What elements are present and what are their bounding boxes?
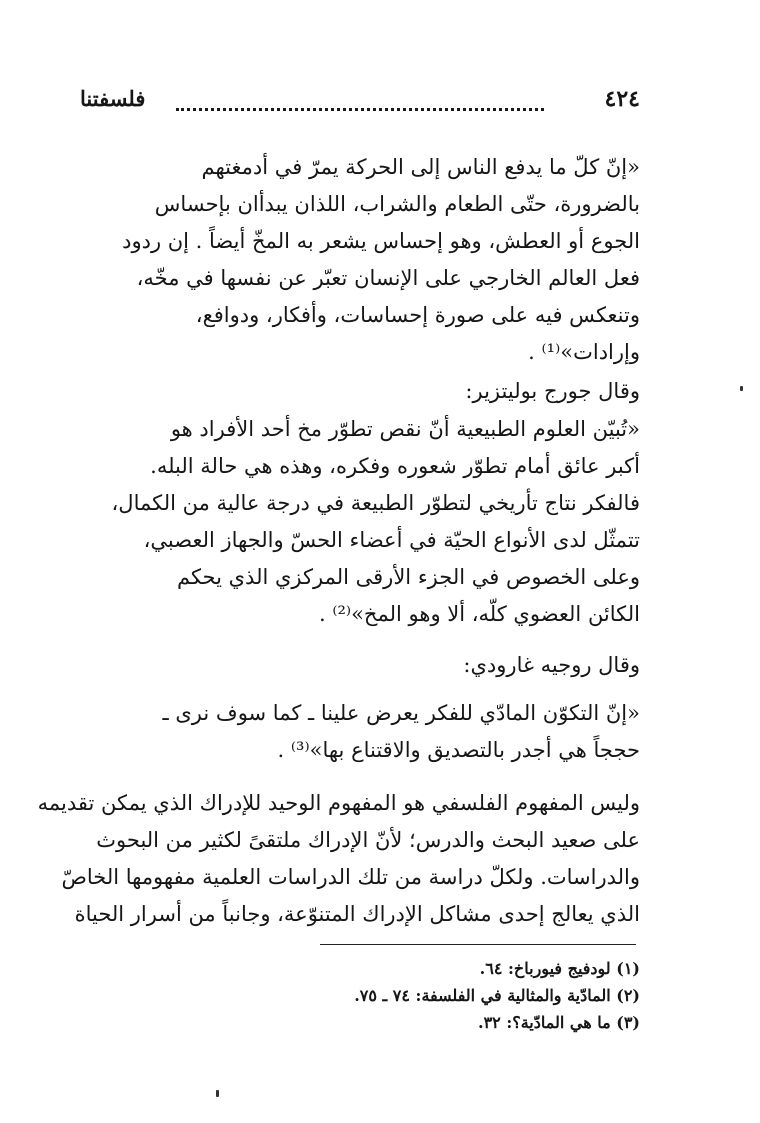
quote1-line-6: وإرادات»⁽¹⁾ . [528, 340, 640, 364]
body-line-1: وليس المفهوم الفلسفي هو المفهوم الوحيد للإدراك الذي يمكن تقديمه [37, 791, 640, 815]
intro-garaudy: وقال روجيه غارودي: [463, 653, 640, 677]
quote1-line-4: فعل العالم الخارجي على الإنسان تعبّر عن نفسها في مخّه، [136, 266, 640, 290]
quote2-line-1: «تُبيّن العلوم الطبيعية أنّ نقص تطوّر مخ أحد الأفراد هو [170, 417, 640, 441]
quote2-line-4: تتمثّل لدى الأنواع الحيّة في أعضاء الحسّ والجهاز العصبي، [143, 528, 640, 552]
quote3-line-1: «إنّ التكوّن المادّي للفكر يعرض علينا ـ كما سوف نرى ـ [162, 701, 640, 725]
quote1-line-2: بالضرورة، حتّى الطعام والشراب، اللذان يبدأان بإحساس [154, 192, 640, 216]
footnote-3: (٣) ما هي المادّية؟: ٣٢. [477, 1013, 640, 1032]
footnote-separator [320, 944, 636, 945]
quote3-line-2: حججاً هي أجدر بالتصديق والاقتناع بها»⁽³⁾ . [277, 738, 640, 762]
quote1-line-1: «إنّ كلّ ما يدفع الناس إلى الحركة يمرّ في أدمغتهم [201, 155, 640, 179]
header-dotted-leader [176, 108, 544, 111]
page-header [80, 86, 640, 118]
quote1-line-5: وتنعكس فيه على صورة إحساسات، وأفكار، ودوافع، [195, 303, 640, 327]
quote2-line-3: فالفكر نتاج تأريخي لتطوّر الطبيعة في درجة عالية من الكمال، [111, 491, 640, 515]
page-number: ٤٢٤ [604, 86, 640, 112]
body-line-2: على صعيد البحث والدرس؛ لأنّ الإدراك ملتقىً لكثير من البحوث [96, 828, 640, 852]
scan-speck-mark [216, 1090, 219, 1097]
quote2-line-2: أكبر عائق أمام تطوّر شعوره وفكره، وهذه هي حالة البله. [150, 454, 640, 478]
body-line-3: والدراسات. ولكلّ دراسة من تلك الدراسات العلمية مفهومها الخاصّ [61, 865, 640, 889]
footnote-2: (٢) المادّية والمثالية في الفلسفة: ٧٤ ـ ٧٥. [354, 986, 640, 1005]
footnote-1: (١) لودفيج فيورباخ: ٦٤. [479, 959, 640, 978]
quote2-line-5: وعلى الخصوص في الجزء الأرقى المركزي الذي يحكم [176, 565, 640, 589]
running-title: فلسفتنا [80, 86, 146, 111]
quote2-line-6: الكائن العضوي كلّه، ألا وهو المخ»⁽²⁾ . [318, 602, 640, 626]
quote1-line-3: الجوع أو العطش، وهو إحساس يشعر به المخّ أيضاً . إن ردود [122, 229, 640, 253]
body-line-4: الذي يعالج إحدى مشاكل الإدراك المتنوّعة، وجانباً من أسرار الحياة [74, 902, 640, 926]
intro-politzer: وقال جورج بوليتزير: [465, 379, 640, 403]
scan-speck-mark [740, 386, 743, 391]
